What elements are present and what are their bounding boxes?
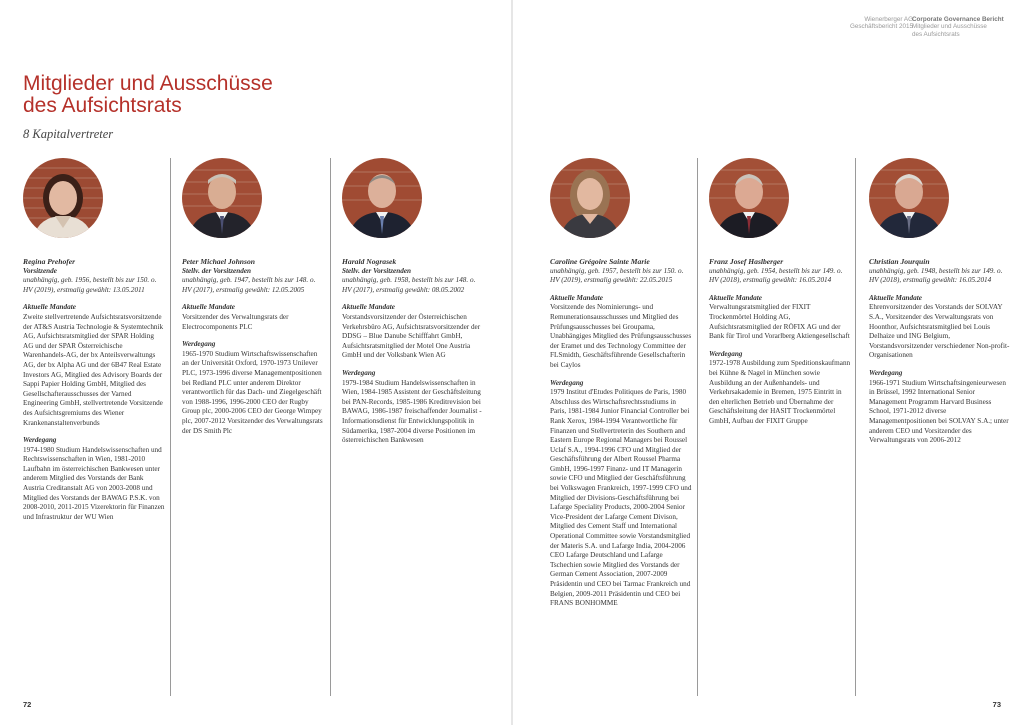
running-header-section [912,16,1004,38]
page-title [23,73,273,117]
portrait-christian-jourquin [869,158,949,238]
mandate-heading: Aktuelle Mandate [550,293,603,302]
header-report: Geschäftsbericht 2015 [849,23,913,31]
member-profile [869,257,1011,446]
column-divider [170,158,171,696]
portrait-regina-prehofer [23,158,103,238]
column-divider [330,158,331,696]
member-name: Christian Jourquin [869,257,930,266]
member-profile [182,257,324,436]
member-profile [23,257,165,522]
column-divider [855,158,856,696]
header-subsection-1: Mitglieder und Ausschüsse [912,23,987,31]
career-heading: Werdegang [550,378,584,387]
mandate-text: Verwaltungsratsmitglied der FIXIT Trockenmörtel Holding AG, Aufsichtsratsmitglied der RÖFIX AG und der Bank für Tirol und Vorarlberg Aktiengesellschaft [709,303,850,341]
header-subsection-2: des Aufsichtsrats [912,30,960,38]
mandate-heading: Aktuelle Mandate [709,293,762,302]
portrait-franz-josef-haslberger [709,158,789,238]
member-name: Regina Prehofer [23,257,76,266]
member-profile [709,257,851,427]
member-profile [550,257,692,609]
mandate-heading: Aktuelle Mandate [869,293,922,302]
career-text: 1979-1984 Studium Handelswissenschaften in Wien, 1984-1985 Assistent der Geschäftsleitung bei PAN-Records, 1985-1986 Kreditrevision bei BAWAG, 1986-1987 freischaffender Journalist - Informationsdienst für Entwicklungspolitik in Südamerika, 1987-2004 diverse Positionen im österreichischen Bankwesen [342,378,482,445]
portrait-harald-nograsek [342,158,422,238]
member-meta: unabhängig, geb. 1954, bestellt bis zur 149. o. HV (2018), erstmalig gewählt: 16.05.2014 [709,266,843,285]
career-heading: Werdegang [709,349,743,358]
page-title-line-1: Mitglieder und Ausschüsse [23,72,273,95]
member-meta: unabhängig, geb. 1958, bestellt bis zur 148. o. HV (2017), erstmalig gewählt: 08.05.2002 [342,276,476,294]
column-divider [697,158,698,696]
mandate-text: Vorsitzende des Nominierungs- und Remunerationsausschusses und Mitglied des Prüfungsausschusses bei Groupama, Unabhängiges Mitglied des Prüfungsausschusses der Eramet und des Technology Committee der FLSmidth, Geschäftsführende Gesellschafterin bei Caylos [550,303,692,369]
career-text: 1965-1970 Studium Wirtschaftswissenschaften an der Universität Oxford, 1970-1973 Unilever PLC, 1973-1996 diverse Managementpositionen bei Redland PLC unter anderem Direktor verantwortlich für das Dach- und Ziegelgeschäft von 1988-1996, 1996-2000 CEO der Rugby Group plc, 2000-2006 CEO der George Wimpey plc, 2007-2012 Vorsitzender des Verwaltungsrats der DS Smith Plc [182,349,323,435]
mandate-text: Zweite stellvertretende Aufsichtsratsvorsitzende der AT&S Austria Technologie & Systemtechnik AG, Aufsichtsratsmitglied der SPAR Holding AG und der SPAR Österreichische Warenhandels-AG, der bx Anteilsverwaltungs AG, der bx Alpha AG und der 6B47 Real Estate Investors AG, Mitglied des Advisory Boards der Sappi Papier Holding GmbH, Mitglied des Gesellschafterausschusses der Varned Engineering GmbH, stellvertretende Vorsitzende des Aufsichtsgremiums des Wiener Krankenanstaltenverbunds [23,312,164,427]
member-name: Franz Josef Haslberger [709,257,784,266]
career-heading: Werdegang [342,368,376,377]
career-text: 1979 Institut d'Etudes Politiques de Paris, 1980 Abschluss des Wirtschaftsrechtsstudiums in Paris, 1981-1984 Junior Financial Controller bei Rank Xerox, 1984-1994 Verantwortliche für Finanzen und Stellvertreterin des Southern and Eastern Europe Regional Managers bei Roussel Uclaf S.A., 1994-1996 CFO und Mitglied der Geschäftsführung der Albert Roussel Pharma GmbH, 1996-1997 Finanz- und IT Managerin sowie CFO und Mitglied der Geschäftsführung bei Volkswagen Frankreich, 1997-1999 CFO und Mitglied der Divisions-Geschäftsführung bei Lafarge Speciality Products, 2000-2004 Senior Vice-President der Lafarge Cement Divison, Mitglied des Cement Staff und International Operational Committee sowie Vorstandsmitglied der Materis S.A. und Lafarge India, 2004-2006 CEO Lafarge Deutschland und Lafarge Tschechien sowie Mitglied des Vorstands der German Cement Association, 2007-2009 Präsidentin und CEO bei Tarmac Frankreich und Belgien, 2009-2011 Präsidentin und CEO bei FRANS BONHOMME [550,388,692,608]
mandate-heading: Aktuelle Mandate [23,303,76,312]
mandate-heading: Aktuelle Mandate [342,303,395,312]
page-number-left: 72 [23,700,32,709]
member-meta: unabhängig, geb. 1956, bestellt bis zur 150. o. HV (2019), erstmalig gewählt: 13.05.2011 [23,276,157,294]
portrait-caroline-gregoire-sainte-marie [550,158,630,238]
mandate-text: Ehrenvorsitzender des Vorstands der SOLVAY S.A., Vorsitzender des Verwaltungsrats von Hoonthor, Aufsichtsratsmitglied bei Louis Delhaize und ING Belgium, Vorstandsvorsitzender verschiedener Non-profit-Organisationen [869,303,1010,360]
header-company: Wienerberger AG [864,16,913,23]
career-heading: Werdegang [869,368,903,377]
member-profile [342,257,484,446]
running-header-company [850,16,913,31]
member-meta: unabhängig, geb. 1957, bestellt bis zur 150. o. HV (2019), erstmalig gewählt: 22.05.2015 [550,266,684,285]
member-meta: unabhängig, geb. 1947, bestellt bis zur 148. o. HV (2017), erstmalig gewählt: 12.05.2005 [182,276,316,294]
career-heading: Werdegang [23,436,57,445]
header-section: Corporate Governance Bericht [912,16,1004,23]
mandate-heading: Aktuelle Mandate [182,303,235,312]
member-role: Vorsitzende [23,266,57,275]
member-name: Harald Nograsek [342,257,397,266]
member-name: Caroline Grégoire Sainte Marie [550,257,650,266]
member-role: Stellv. der Vorsitzenden [342,266,412,275]
career-text: 1974-1980 Studium Handelswissenschaften und Rechtswissenschaften in Wien, 1981-2010 Laufbahn im österreichischen Bankwesen unter anderem Mitglied des Vorstands der Bank Austria Creditanstalt AG von 2003-2008 und Mitglied des Vorstands der BAWAG P.S.K. von 2008-2010, 2011-2015 Vizerektorin für Finanzen und Infrastruktur der WU Wien [23,445,165,521]
page-subtitle: 8 Kapitalvertreter [23,127,114,141]
mandate-text: Vorstandsvorsitzender der Österreichischen Verkehrsbüro AG, Aufsichtsratsvorsitzender der DDSG – Blue Danube Schifffahrt GmbH, Aufsichtsratsmitglied der Motel One Austria GmbH und der Volksbank Wien AG [342,312,481,360]
mandate-text: Vorsitzender des Verwaltungsrats der Electrocomponents PLC [182,312,289,331]
member-role: Stellv. der Vorsitzenden [182,266,252,275]
career-text: 1972-1978 Ausbildung zum Speditionskaufmann bei Kühne & Nagel in München sowie Ausbildung an der Außenhandels- und Verkehrsakademie in Bremen, 1975 Eintritt in den elterlichen Betrieb und Übernahme der Geschäftsleitung der HASIT Trockenmörtel GmbH, Aufbau der FIXIT Gruppe [709,359,851,425]
page-number-right: 73 [992,700,1001,709]
career-heading: Werdegang [182,340,216,349]
member-name: Peter Michael Johnson [182,257,255,266]
member-meta: unabhängig, geb. 1948, bestellt bis zur 149. o. HV (2018), erstmalig gewählt: 16.05.2014 [869,266,1003,285]
portrait-peter-michael-johnson [182,158,262,238]
career-text: 1966-1971 Studium Wirtschaftsingenieurwesen in Brüssel, 1992 International Senior Management Programm Harvard Business School, 1971-2012 diverse Managementpositionen bei SOLVAY S.A.; unter anderem CEO und Vorsitzender des Verwaltungsrats von 2006-2012 [869,378,1009,445]
page-title-line-2: des Aufsichtsrats [23,94,182,117]
